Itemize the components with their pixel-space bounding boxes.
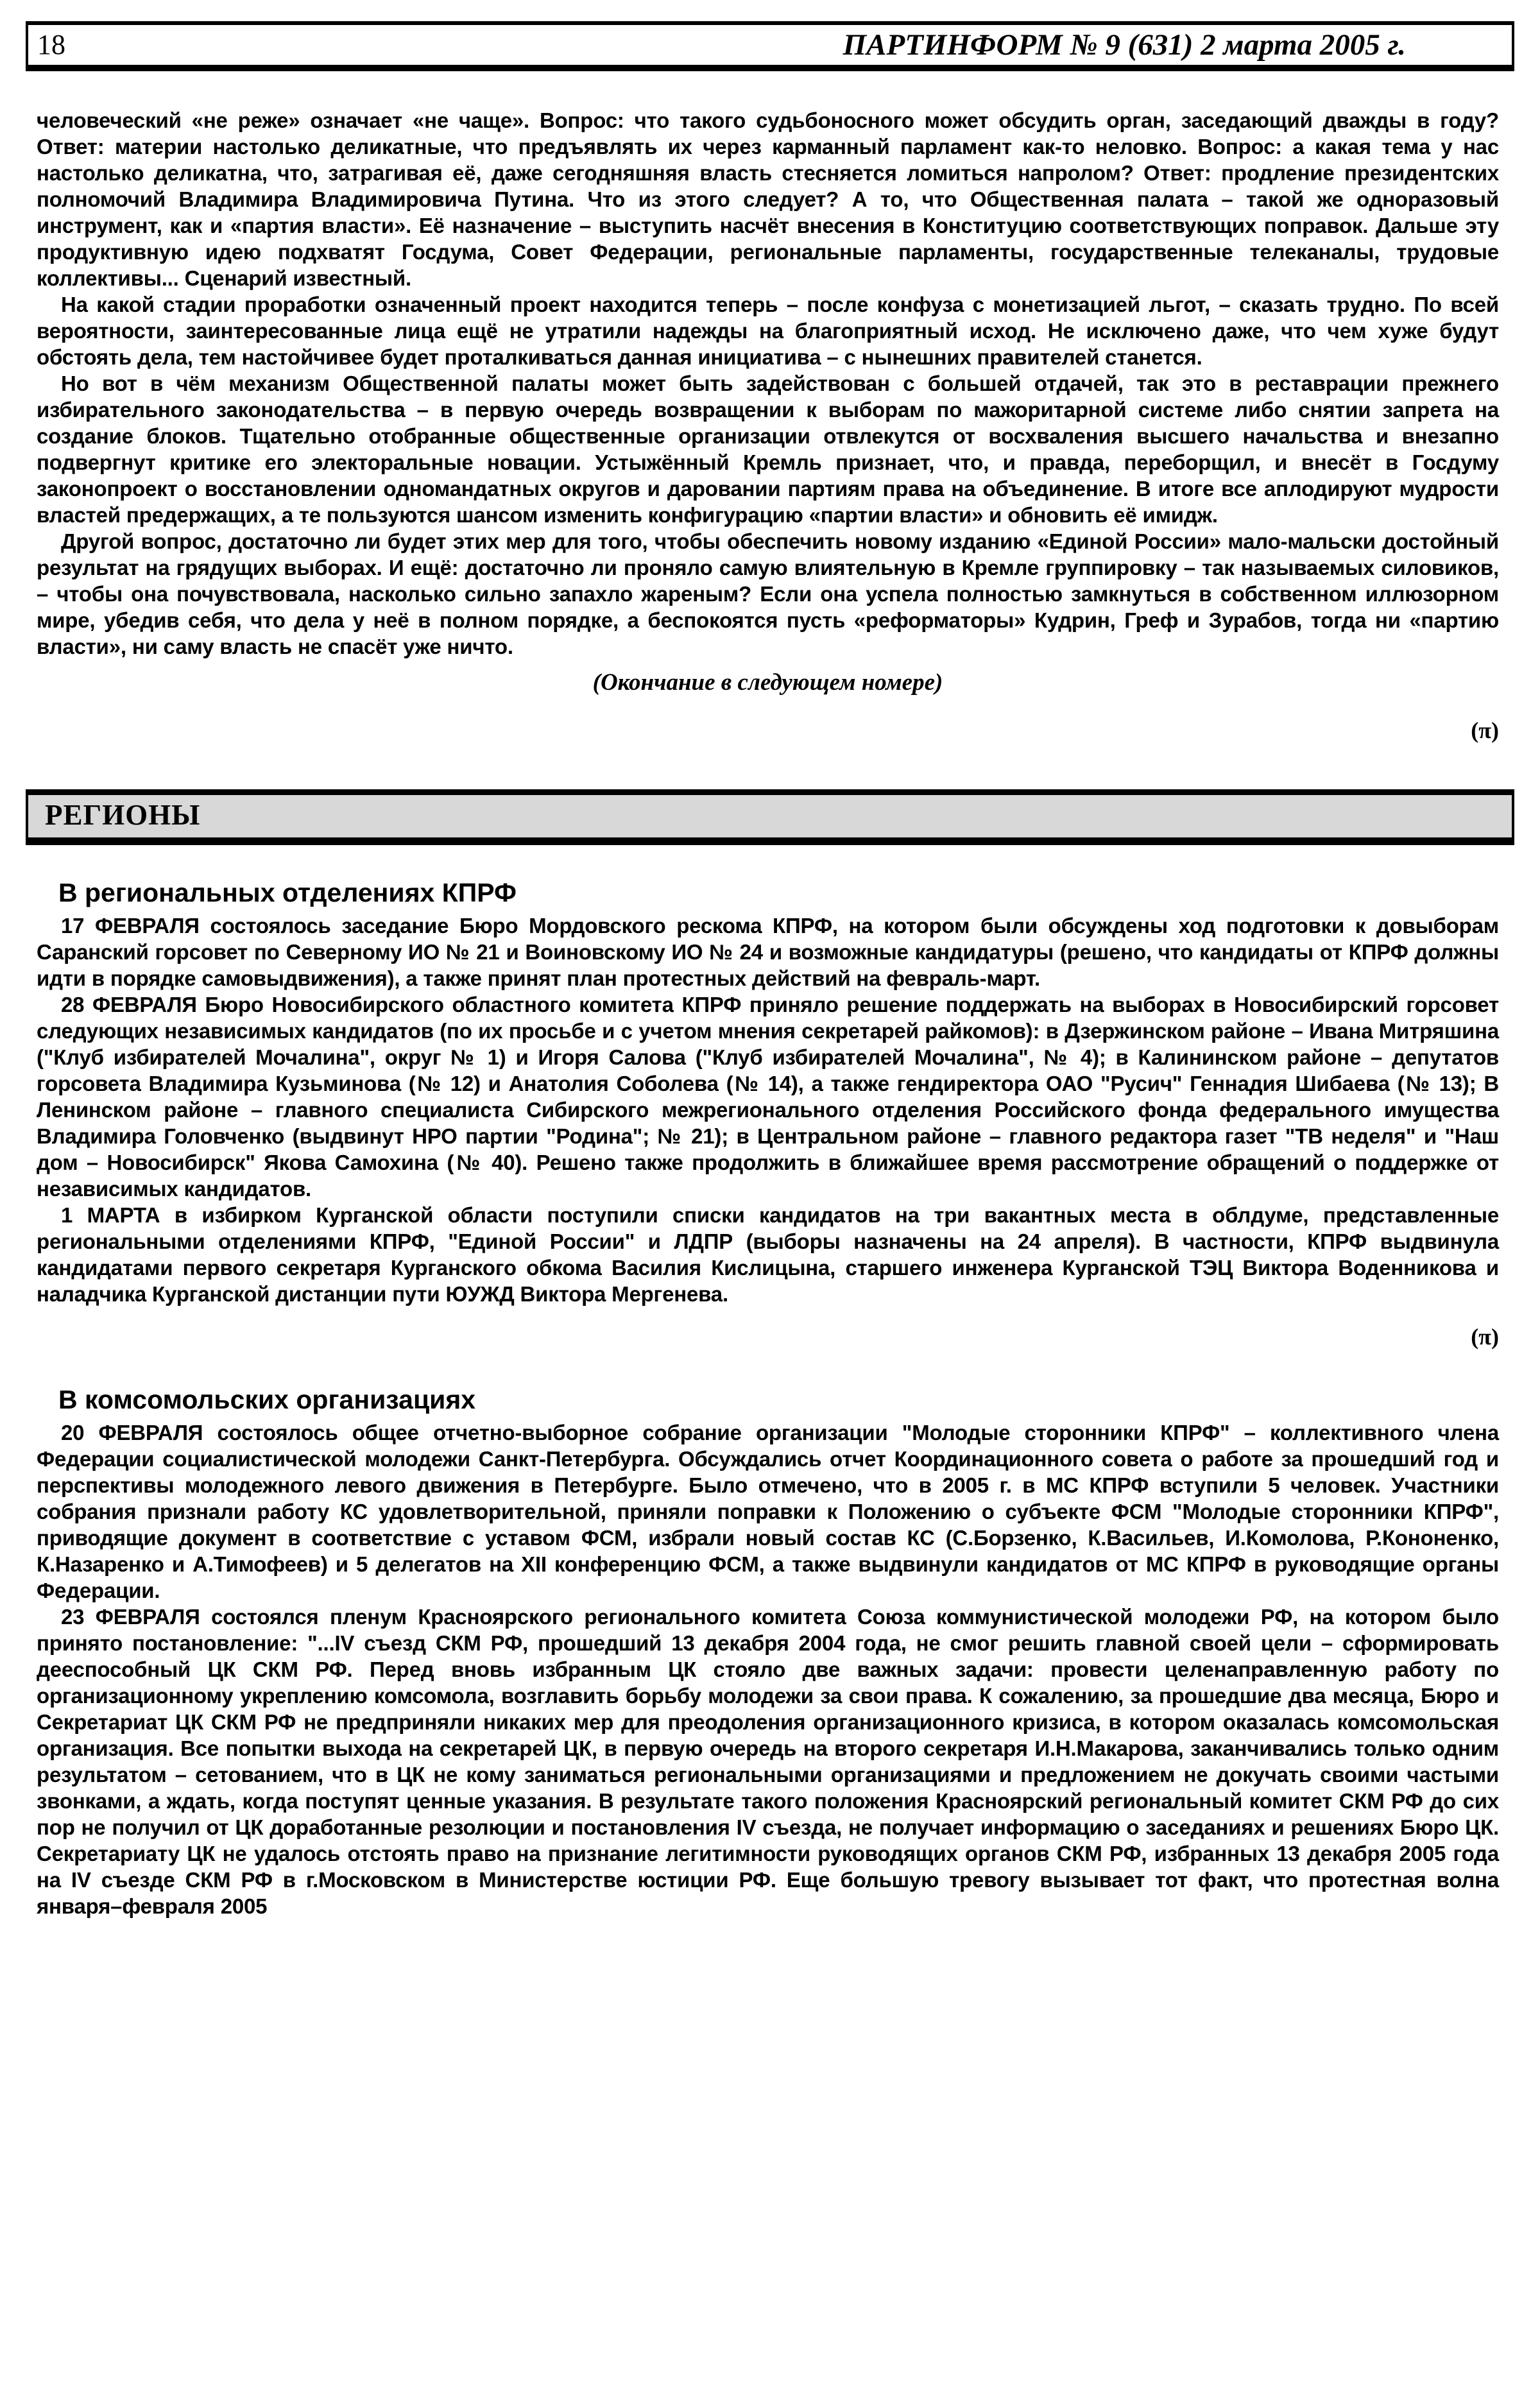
lead-paragraph: человеческий «не реже» означает «не чаще». Вопрос: что такого судьбоносного может обсудить орган, заседающий дважды в году? Ответ: материи настолько деликатные, что предъявлять их через карманный парламент как-то неловко. Вопрос: а какая тема у нас настолько деликатна, что, затрагивая её, даже сегодняшняя власть стесняется ломиться напролом? Ответ: продление президентских полномочий Владимира Владимировича Путина. Что из этого следует? А то, что Общественная палата – такой же одноразовый инструмент, как и «партия власти». Её назначение – выступить насчёт внесения в Конституцию соответствующих поправок. Дальше эту продуктивную идею подхватят Госдума, Совет Федерации, региональные парламенты, государственные телеканалы, трудовые коллективы... Сценарий известный. [37, 108, 1499, 290]
news-paragraph: 1 МАРТА в избирком Курганской области поступили списки кандидатов на три вакантных места в облдуме, представленные региональными отделениями КПРФ, "Единой России" и ЛДПР (выборы назначены на 24 апреля). В частности, КПРФ выдвинула кандидатами первого секретаря Курганского обкома Василия Кислицына, старшего инженера Курганской ТЭЦ Виктора Воденникова и наладчика Курганской дистанции пути ЮУЖД Виктора Мергенева. [37, 1203, 1499, 1307]
issue-title: ПАРТИНФОРМ № 9 (631) 2 марта 2005 г. [843, 28, 1406, 62]
news-paragraph: 20 ФЕВРАЛЯ состоялось общее отчетно-выборное собрание организации "Молодые сторонники КПРФ" – коллективного члена Федерации социалистической молодежи Санкт-Петербурга. Обсуждались отчет Координационного совета о работе за прошедший год и перспективы молодежного левого движения в Петербурге. Было отмечено, что в 2005 г. в МС КПРФ вступили 5 человек. Участники собрания признали работу КС удовлетворительной, приняли поправки к Положению о субъекте ФСМ "Молодые сторонники КПРФ", приводящие документ в соответствие с уставом ФСМ, избрали новый состав КС (С.Борзенко, К.Васильев, И.Комолова, Р.Кононенко, К.Назаренко и А.Тимофеев) и 5 делегатов на XII конференцию ФСМ, а также выдвинули кандидатов от МС КПРФ в руководящие органы Федерации. [37, 1421, 1499, 1603]
continuation-note: (Окончание в следующем номере) [592, 669, 943, 696]
lead-paragraph: Другой вопрос, достаточно ли будет этих мер для того, чтобы обеспечить новому изданию «Единой России» мало-мальски достойный результат на грядущих выборах. И ещё: достаточно ли проняло самую влиятельную в Кремле группировку – так называемых силовиков, – чтобы она почувствовала, насколько сильно запахло жареным? Если она успела полностью замкнуться в собственном иллюзорном мире, убедив себя, что дела у неё в полном порядке, а беспокоятся пусть «реформаторы» Кудрин, Греф и Зурабов, тогда ни «партию власти», ни саму власть не спасёт уже ничто. [37, 529, 1499, 658]
regional-branches-section [37, 878, 1499, 1348]
page-content [37, 107, 1499, 742]
lead-paragraph: На какой стадии проработки означенный проект находится теперь – после конфуза с монетизацией льгот, – сказать трудно. По всей вероятности, заинтересованные лица ещё не утратили надежды на благоприятный исход. Не исключено даже, что чем хуже будут обстоять дела, тем настойчивее будет проталкиваться данная инициатива – с нынешних правителей станется. [37, 293, 1499, 369]
komsomol-section [37, 1385, 1499, 1919]
subsection-heading: В региональных отделениях КПРФ [58, 878, 517, 907]
subsection-heading: В комсомольских организациях [58, 1385, 476, 1415]
news-paragraph: 17 ФЕВРАЛЯ состоялось заседание Бюро Мордовского рескома КПРФ, на котором были обсуждены ход подготовки к довыборам Саранский горсовет по Северному ИО № 21 и Воиновскому ИО № 24 и возможные кандидатуры (решено, что кандидаты от КПРФ должны идти в порядке самовыдвижения), а также принят план протестных действий на февраль-март. [37, 914, 1499, 991]
page-header [26, 21, 1514, 71]
author-sign: (π) [1471, 717, 1499, 743]
lead-paragraph: Но вот в чём механизм Общественной палаты может быть задействован с большей отдачей, так это в реставрации прежнего избирательного законодательства – в первую очередь возвращении к выборам по мажоритарной системе либо снятии запрета на создание блоков. Тщательно отобранные общественные организации отвлекутся от восхваления высшего начальства и внезапно подвергнут критике его электоральные новации. Устыжённый Кремль признает, что, и правда, переборщил, и внесёт в Госдуму законопроект о восстановлении одномандатных округов и даровании партиям права на объединение. В итоге все аплодируют мудрости властей предержащих, а те пользуются шансом изменить конфигурацию «партии власти» и обновить её имидж. [37, 372, 1499, 527]
page-number: 18 [37, 29, 65, 60]
lead-article [37, 107, 1499, 742]
regions-content [37, 878, 1499, 1919]
news-paragraph: 28 ФЕВРАЛЯ Бюро Новосибирского областного комитета КПРФ приняло решение поддержать на выборах в Новосибирский горсовет следующих независимых кандидатов (по их просьбе и с учетом мнения секретарей райкомов): в Дзержинском районе – Ивана Митряшина ("Клуб избирателей Мочалина", округ № 1) и Игоря Салова ("Клуб избирателей Мочалина", № 4); в Калининском районе – депутатов горсовета Владимира Кузьминова (№ 12) и Анатолия Соболева (№ 14), а также гендиректора ОАО "Русич" Геннадия Шибаева (№ 13); В Ленинском районе – главного специалиста Сибирского межрегионального отделения Российского фонда федерального имущества Владимира Головченко (выдвинут НРО партии "Родина"; № 21); в Центральном районе – главного редактора газет "ТВ неделя" и "Наш дом – Новосибирск" Якова Самохина (№ 40). Решено также продолжить в ближайшее время рассмотрение обращений о поддержке от независимых кандидатов. [37, 993, 1499, 1201]
author-sign: (π) [1471, 1324, 1499, 1350]
news-paragraph: 23 ФЕВРАЛЯ состоялся пленум Красноярского регионального комитета Союза коммунистической молодежи РФ, на котором было принято постановление: "...IV съезд СКМ РФ, прошедший 13 декабря 2004 года, не смог решить главной своей цели – сформировать дееспособный ЦК СКМ РФ. Перед вновь избранным ЦК стояло две важных задачи: провести целенаправленную работу по организационному укреплению комсомола, возглавить борьбу молодежи за свои права. К сожалению, за прошедшие два месяца, Бюро и Секретариат ЦК СКМ РФ не предприняли никаких мер для преодоления организационного кризиса, в котором оказалась комсомольская организация. Все попытки выхода на секретарей ЦК, в первую очередь на второго секретаря И.Н.Макарова, заканчивались только одним результатом – сетованием, что в ЦК не кому заниматься региональными организациями и предложением не докучать своими частыми звонками, а ждать, когда поступят ценные указания. В результате такого положения Красноярский региональный комитет СКМ РФ до сих пор не получил от ЦК доработанные резолюции и постановления IV съезда, не получает информацию о заседаниях и решениях Бюро ЦК. Секретариату ЦК не удалось отстоять право на признание легитимности руководящих органов СКМ РФ, избранных 13 декабря 2005 года на IV съезде СКМ РФ в г.Московском в Министерстве юстиции РФ. Еще большую тревогу вызывает тот факт, что протестная волна января–февраля 2005 [37, 1605, 1499, 1919]
section-banner-regions: РЕГИОНЫ [26, 789, 1514, 845]
